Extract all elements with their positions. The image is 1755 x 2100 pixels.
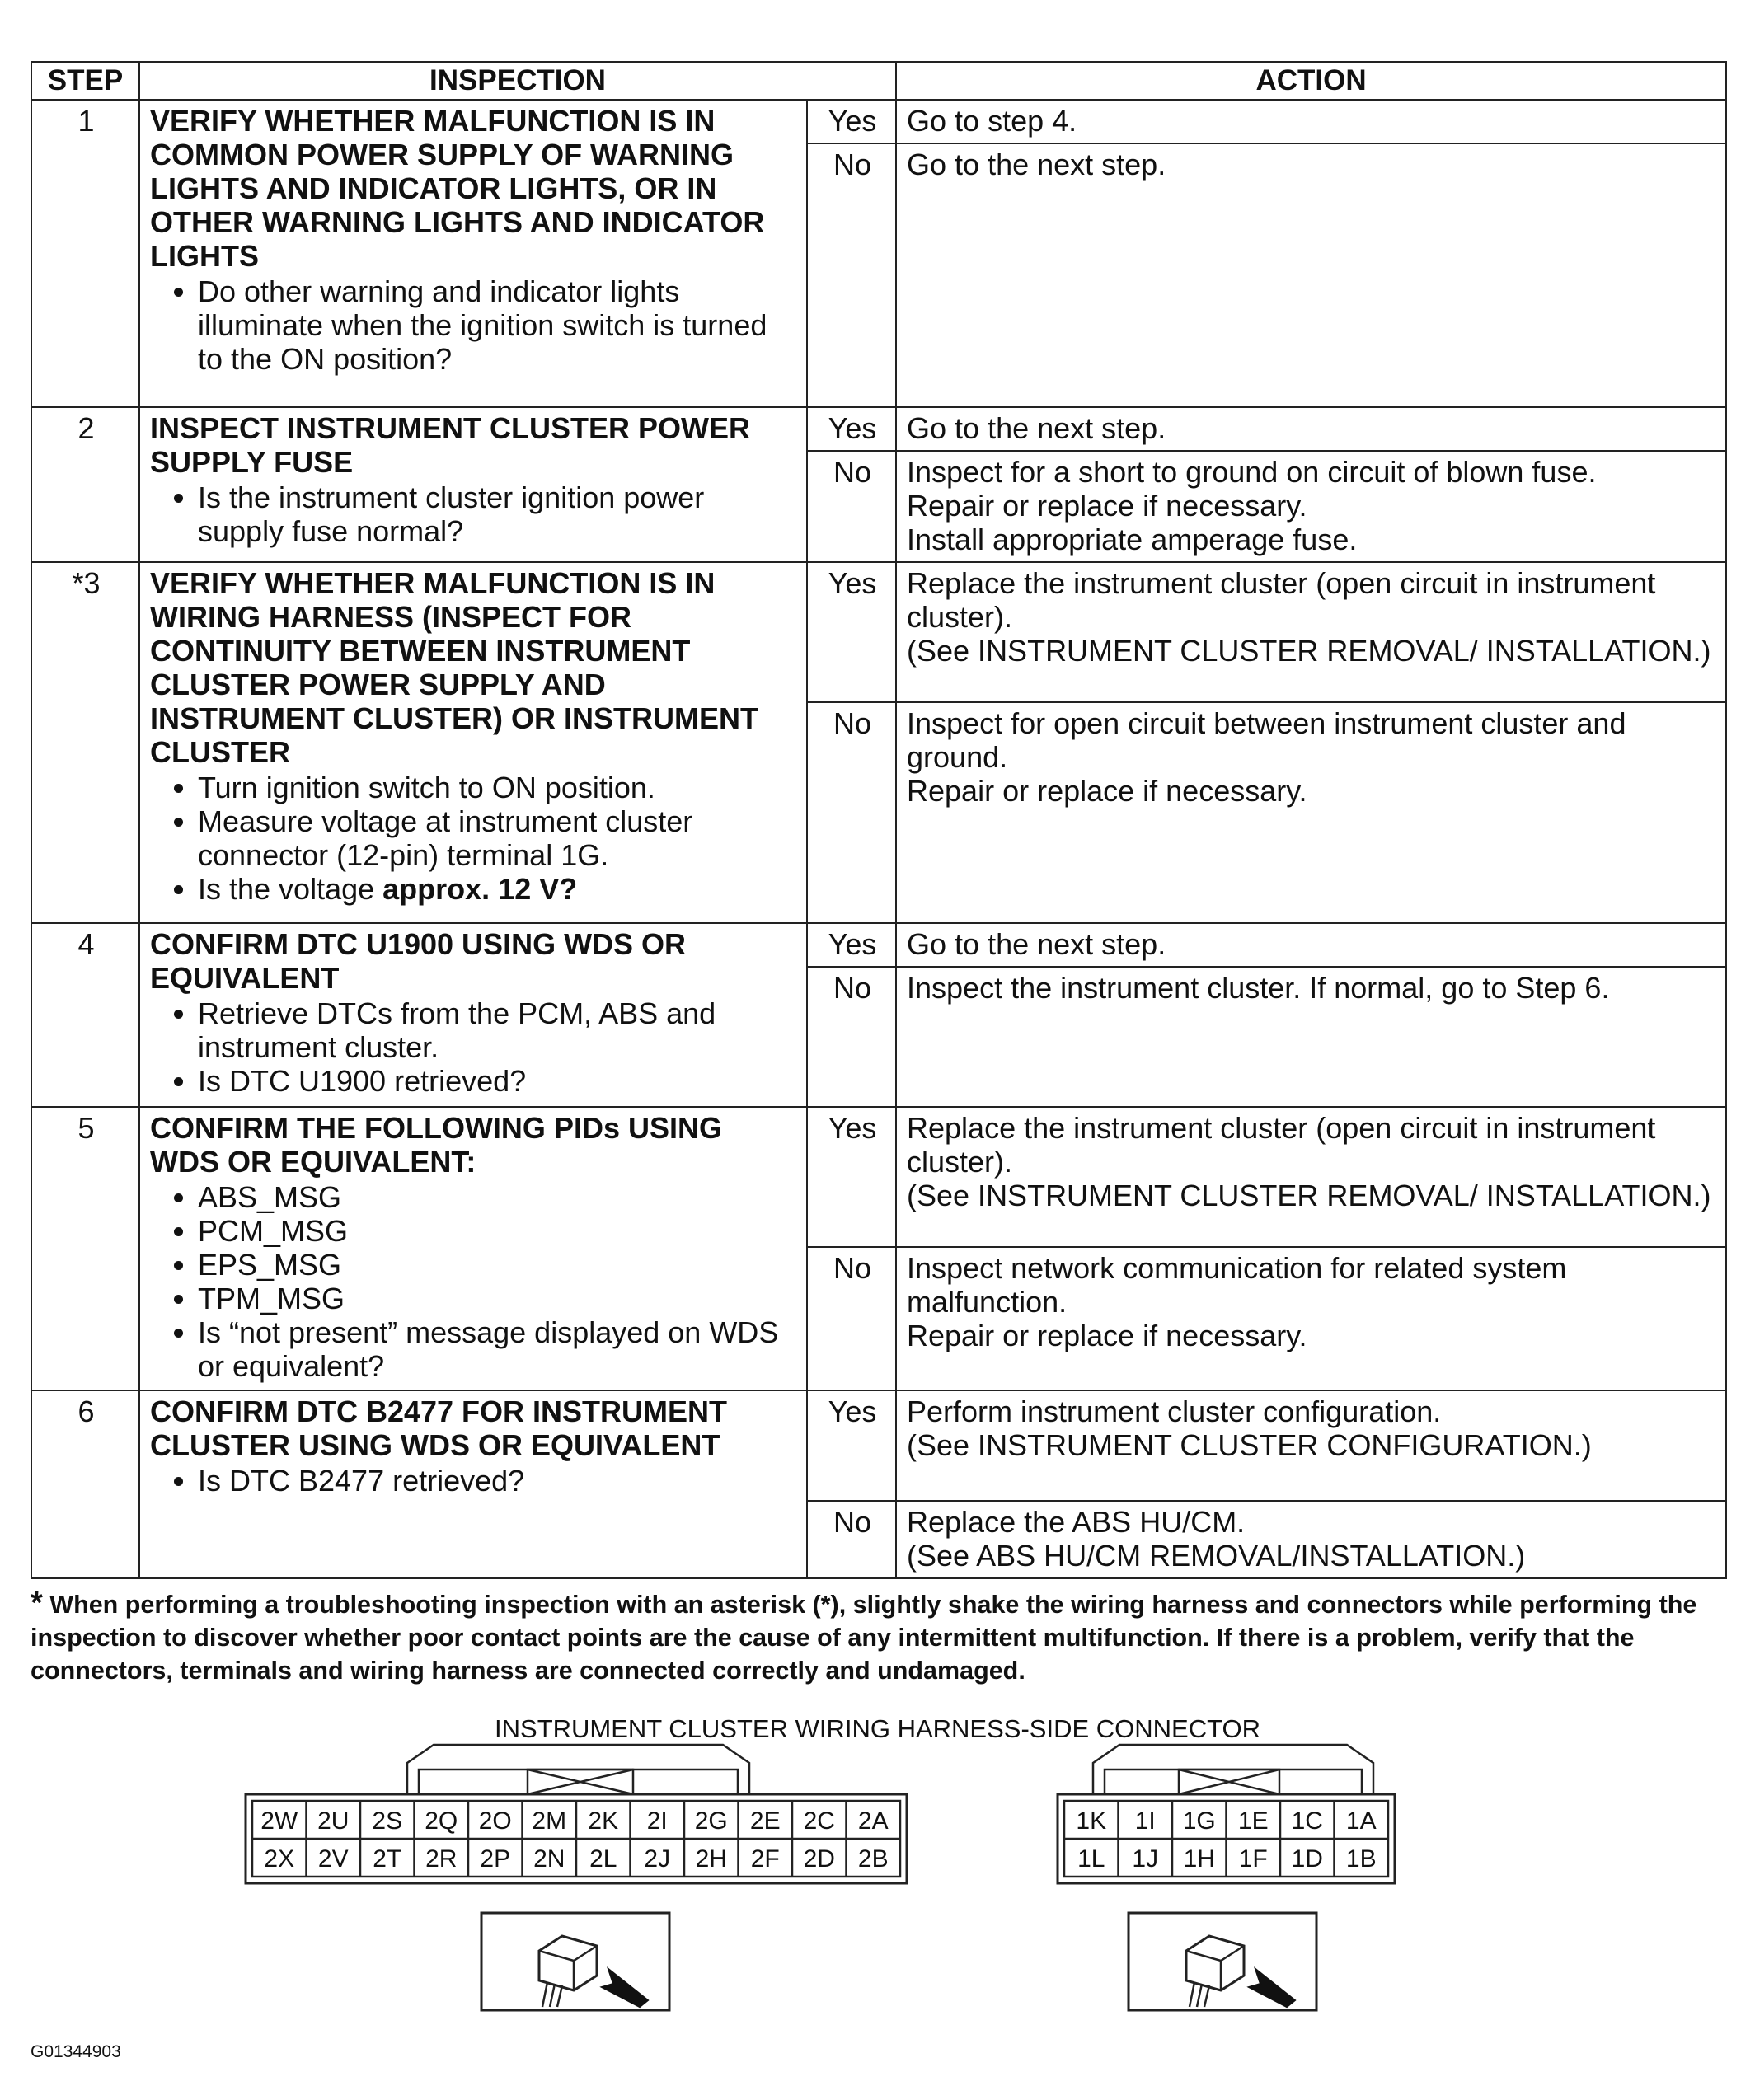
terminal-label: 2T — [373, 1845, 402, 1873]
terminal-label: 1L — [1077, 1845, 1105, 1873]
action-line: (See INSTRUMENT CLUSTER REMOVAL/ INSTALLATION.) — [907, 634, 1711, 668]
inspection-check-item: • Retrieve DTCs from the PCM, ABS and instrument cluster. — [198, 996, 798, 1064]
terminal-label: 2I — [646, 1807, 668, 1835]
terminal-label: 1D — [1291, 1845, 1323, 1873]
terminal-label: 1C — [1291, 1807, 1323, 1835]
footnote-text: When performing a troubleshooting inspection with an asterisk (*), slightly shake the wiring harness and connectors while performing the inspection to discover whether poor contact points are the cause of any intermittent multifunction. If there is a problem, verify that the connectors, terminals and wiring harness are connected correctly and undamaged. — [31, 1591, 1697, 1685]
terminal-label: 2P — [480, 1845, 511, 1873]
header-action: ACTION — [896, 62, 1726, 100]
yes-label: Yes — [807, 923, 896, 967]
terminal-label: 2O — [478, 1807, 512, 1835]
terminal-label: 2R — [425, 1845, 458, 1873]
yes-label: Yes — [807, 1390, 896, 1501]
inspection-check-item: • Is the instrument cluster ignition power supply fuse normal? — [198, 480, 798, 548]
terminal-label: 2X — [264, 1845, 295, 1873]
terminal-label: 2L — [589, 1845, 617, 1873]
no-label: No — [807, 451, 896, 562]
yes-label: Yes — [807, 562, 896, 702]
inspection-check-item: • ABS_MSG — [198, 1180, 798, 1214]
action-line: Go to step 4. — [907, 104, 1077, 138]
action-line: Inspect network communication for related system malfunction. — [907, 1251, 1567, 1319]
terminal-label: 2U — [317, 1807, 350, 1835]
terminal-label: 2N — [533, 1845, 565, 1873]
terminal-label: 1B — [1345, 1845, 1377, 1873]
terminal-label: 2D — [803, 1845, 835, 1873]
terminal-label: 2F — [750, 1845, 780, 1873]
header-step: STEP — [31, 62, 139, 100]
action-line: (See INSTRUMENT CLUSTER REMOVAL/ INSTALLATION.) — [907, 1179, 1711, 1212]
inspection-check-item: • TPM_MSG — [198, 1282, 798, 1315]
inspection-title: INSPECT INSTRUMENT CLUSTER POWER SUPPLY FUSE — [150, 411, 751, 479]
terminal-label: 2W — [260, 1807, 298, 1835]
inspection-check-item: • Do other warning and indicator lights illuminate when the ignition switch is turned to the ON position? — [198, 274, 798, 376]
terminal-label: 2Q — [425, 1807, 458, 1835]
terminal-label: 1G — [1182, 1807, 1216, 1835]
action-line: Go to the next step. — [907, 927, 1166, 961]
inspection-check-item: • PCM_MSG — [198, 1214, 798, 1248]
action-line: Repair or replace if necessary. — [907, 489, 1307, 523]
inspection-title: CONFIRM DTC B2477 FOR INSTRUMENT CLUSTER USING WDS OR EQUIVALENT — [150, 1395, 728, 1462]
action-line: Repair or replace if necessary. — [907, 774, 1307, 808]
inspection-check-item: • Is “not present” message displayed on WDS or equivalent? — [198, 1315, 798, 1383]
terminal-label: 2S — [372, 1807, 403, 1835]
terminal-label: 2B — [857, 1845, 889, 1873]
no-label: No — [807, 967, 896, 1107]
step-number: 2 — [31, 407, 139, 562]
diagram-caption: INSTRUMENT CLUSTER WIRING HARNESS-SIDE CONNECTOR — [495, 1714, 1260, 1743]
terminal-label: 2J — [644, 1845, 671, 1873]
action-line: Replace the ABS HU/CM. — [907, 1505, 1246, 1539]
inspection-title: VERIFY WHETHER MALFUNCTION IS IN COMMON POWER SUPPLY OF WARNING LIGHTS AND INDICATOR LIGHTS, OR IN OTHER WARNING LIGHTS AND INDICATOR LIGHTS — [150, 104, 765, 273]
terminal-label: 1E — [1237, 1807, 1269, 1835]
figure-code: G01344903 — [31, 2042, 121, 2061]
action-line: Install appropriate amperage fuse. — [907, 523, 1358, 556]
action-line: Inspect for open circuit between instrument cluster and ground. — [907, 706, 1626, 774]
action-line: Inspect for a short to ground on circuit of blown fuse. — [907, 455, 1597, 489]
inspection-check-item: • Turn ignition switch to ON position. — [198, 771, 798, 804]
no-label: No — [807, 1247, 896, 1390]
terminal-label: 2E — [749, 1807, 781, 1835]
terminal-label: 2C — [803, 1807, 835, 1835]
inspection-title: CONFIRM THE FOLLOWING PIDs USING WDS OR EQUIVALENT: — [150, 1111, 722, 1179]
terminal-label: 2K — [588, 1807, 619, 1835]
terminal-label: 2M — [532, 1807, 567, 1835]
terminal-label: 1H — [1183, 1845, 1215, 1873]
action-line: (See ABS HU/CM REMOVAL/INSTALLATION.) — [907, 1539, 1526, 1573]
step-number: 4 — [31, 923, 139, 1107]
action-line: Replace the instrument cluster (open circuit in instrument cluster). — [907, 1111, 1656, 1179]
step-number: *3 — [31, 562, 139, 923]
no-label: No — [807, 1501, 896, 1578]
terminal-label: 1I — [1134, 1807, 1156, 1835]
header-inspection: INSPECTION — [139, 62, 896, 100]
check-text: Is the voltage — [198, 872, 383, 906]
yes-label: Yes — [807, 407, 896, 451]
yes-label: Yes — [807, 100, 896, 143]
terminal-label: 2H — [695, 1845, 727, 1873]
step-number: 1 — [31, 100, 139, 407]
action-line: Go to the next step. — [907, 148, 1166, 181]
check-emphasis: approx. 12 V? — [382, 872, 578, 906]
action-line: (See INSTRUMENT CLUSTER CONFIGURATION.) — [907, 1428, 1592, 1462]
footnote-star: * — [31, 1586, 43, 1620]
step-number: 6 — [31, 1390, 139, 1578]
inspection-check-item: • Is DTC B2477 retrieved? — [198, 1464, 798, 1498]
action-line: Perform instrument cluster configuration. — [907, 1395, 1442, 1428]
inspection-check-item: • Is DTC U1900 retrieved? — [198, 1064, 798, 1098]
action-line: Inspect the instrument cluster. If normal, go to Step 6. — [907, 971, 1610, 1005]
inspection-title: VERIFY WHETHER MALFUNCTION IS IN WIRING HARNESS (INSPECT FOR CONTINUITY BETWEEN INSTRUMENT CLUSTER POWER SUPPLY AND INSTRUMENT CLUSTER) OR INSTRUMENT CLUSTER — [150, 566, 758, 769]
terminal-label: 1K — [1076, 1807, 1107, 1835]
no-label: No — [807, 143, 896, 407]
action-line: Replace the instrument cluster (open circuit in instrument cluster). — [907, 566, 1656, 634]
terminal-label: 1J — [1132, 1845, 1159, 1873]
terminal-label: 2G — [694, 1807, 728, 1835]
action-line: Repair or replace if necessary. — [907, 1319, 1307, 1352]
action-line: Go to the next step. — [907, 411, 1166, 445]
terminal-label: 2V — [317, 1845, 349, 1873]
inspection-check-item: • Measure voltage at instrument cluster connector (12-pin) terminal 1G. — [198, 804, 798, 872]
terminal-label: 1A — [1345, 1807, 1377, 1835]
yes-label: Yes — [807, 1107, 896, 1247]
inspection-check-item: • EPS_MSG — [198, 1248, 798, 1282]
inspection-title: CONFIRM DTC U1900 USING WDS OR EQUIVALENT — [150, 927, 687, 995]
terminal-label: 1F — [1238, 1845, 1268, 1873]
terminal-label: 2A — [857, 1807, 889, 1835]
step-number: 5 — [31, 1107, 139, 1390]
no-label: No — [807, 702, 896, 923]
